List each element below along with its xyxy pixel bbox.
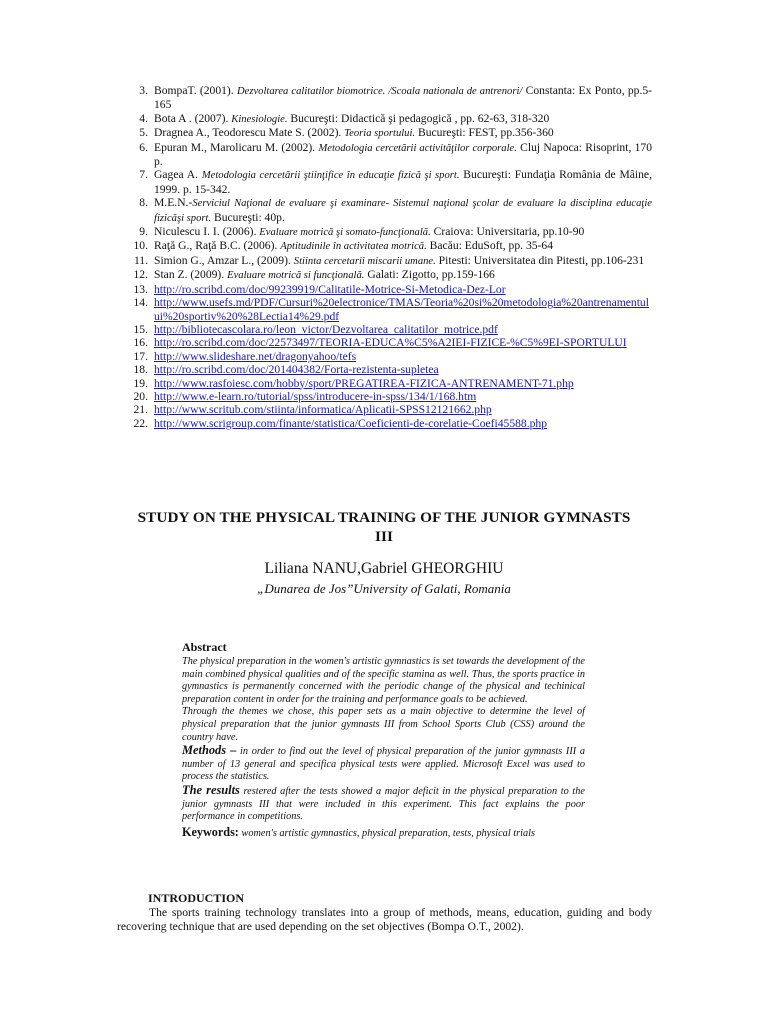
abstract-paragraph-1: The physical preparation in the women's artistic gymnastics is set towards the development of the main combined physical qualities and of the specific stamina as well. Thus, the sports practice in gymnastics is permanently concerned with the periodic change of the physical and techinical preparation content in order for the training and performance goals to be achieved.	[182, 656, 585, 705]
reference-text: Craiova: Universitaria, pp.10-90	[430, 225, 585, 239]
abstract-methods	[182, 744, 585, 784]
reference-url-link[interactable]: http://www.scritub.com/stiinta/informatica/Aplicatii-SPSS12121662.php	[154, 403, 492, 417]
reference-url-link[interactable]: http://ro.scribd.com/doc/22573497/TEORIA-EDUCA%C5%A2IEI-FIZICE-%C5%9EI-SPORTULUI	[154, 336, 627, 350]
reference-number: 18.	[133, 363, 148, 377]
abstract-section	[182, 640, 585, 841]
reference-number: 3.	[139, 84, 148, 97]
reference-text: Pitesti: Universitatea din Pitesti, pp.106-231	[435, 253, 645, 267]
authors: Liliana NANU,Gabriel GHEORGHIU	[264, 560, 504, 577]
reference-title: Aptitudinile în activitatea motrică.	[280, 241, 427, 253]
reference-list	[118, 84, 652, 430]
reference-url-link[interactable]: http://bibliotecascolara.ro/leon_victor/Dezvoltarea_calitatilor_motrice.pdf	[154, 322, 498, 336]
reference-number: 21.	[133, 403, 148, 417]
reference-url-link[interactable]: http://ro.scribd.com/doc/99239919/Calitatile-Motrice-Si-Metodica-Dez-Lor	[154, 282, 506, 296]
reference-text: Bucureşti: Didactică şi pedagogică , pp. 62-63, 318-320	[287, 111, 550, 125]
keywords-label: Keywords:	[182, 824, 239, 839]
reference-item	[118, 225, 652, 239]
reference-url-link[interactable]: http://www.scrigroup.com/finante/statistica/Coeficienti-de-corelatie-Coefi45588.php	[154, 416, 547, 430]
reference-text: Bota A . (2007).	[154, 111, 232, 125]
introduction-heading: INTRODUCTION	[148, 891, 245, 905]
reference-item	[118, 196, 652, 225]
reference-url-link[interactable]: http://www.rasfoiesc.com/hobby/sport/PREGATIREA-FIZICA-ANTRENAMENT-71.php	[154, 376, 574, 390]
methods-text: in order to find out the level of physical preparation of the junior gymnasts III a number of 13 general and specifica physical tests were applied. Microsoft Excel was used to process the statistics.	[182, 746, 585, 783]
reference-item	[118, 141, 652, 169]
affiliation: „Dunarea de Jos”University of Galati, Romania	[257, 581, 511, 596]
reference-number: 9.	[139, 225, 148, 239]
reference-item	[118, 168, 652, 196]
reference-number: 5.	[139, 126, 148, 140]
reference-title: Serviciul Naţional de evaluare şi examinare- Sistemul naţional şcolar de evaluare la disciplina educaţie fizicăşi sport.	[154, 198, 652, 224]
reference-link-item	[118, 296, 652, 323]
reference-link-item	[118, 323, 652, 336]
reference-title: Kinesiologie.	[231, 113, 288, 125]
keywords-text: women's artistic gymnastics, physical preparation, tests, physical trials	[238, 827, 536, 839]
reference-text: Niculescu I. I. (2006).	[154, 225, 260, 239]
reference-item	[118, 254, 652, 268]
reference-item	[118, 84, 652, 112]
abstract-results	[182, 784, 585, 824]
reference-item	[118, 268, 652, 282]
reference-number: 4.	[139, 111, 148, 125]
reference-title: Teoria sportului.	[344, 128, 416, 140]
results-text: restered after the tests showed a major deficit in the physical preparation to the junior gymnasts III that were included in this experiment. This fact explains the poor performance in competitions.	[182, 785, 585, 823]
reference-title: Metodologia cercetării ştiinţifice în educaţie fizică şi sport.	[201, 170, 460, 182]
abstract-paragraph-2: Through the themes we chose, this paper sets as a main objective to determine the level of physical preparation that the junior gymnasts III from School Sports Club (CSS) around the country have.	[182, 706, 585, 743]
introduction-paragraph: The sports training technology translates into a group of methods, means, education, guiding and body recovering technique that are used depending on the set objectives (Bompa O.T., 2002).	[117, 906, 652, 934]
reference-item	[118, 239, 652, 253]
reference-text: M.E.N.-	[154, 196, 193, 210]
reference-title: Evaluare motrică si funcţională.	[227, 270, 365, 282]
title-line-2: III	[374, 528, 394, 545]
reference-title: Evaluare motrică şi somato-funcţională.	[259, 227, 431, 239]
reference-text: Constanta: Ex Ponto, pp.5-165	[154, 84, 653, 112]
methods-label: Methods –	[182, 743, 237, 758]
reference-number: 15.	[133, 322, 148, 336]
reference-text: Epuran M., Marolicaru M. (2002).	[154, 140, 319, 154]
reference-number: 8.	[139, 196, 148, 210]
reference-url-link[interactable]: http://www.e-learn.ro/tutorial/spss/introducere-in-spss/134/1/168.htm	[154, 389, 477, 403]
reference-number: 22.	[133, 416, 148, 430]
reference-link-item	[118, 350, 652, 363]
reference-text: Bucureşti: FEST, pp.356-360	[415, 126, 554, 140]
reference-text: Dragnea A., Teodorescu Mate S. (2002).	[154, 126, 345, 140]
reference-link-item	[118, 403, 652, 416]
reference-title: Stiinta cercetarii miscarii umane.	[293, 255, 436, 267]
reference-number: 6.	[139, 140, 148, 154]
abstract-keywords	[182, 825, 585, 841]
reference-link-item	[118, 283, 652, 296]
reference-link-item	[118, 417, 652, 430]
reference-link-item	[118, 363, 652, 376]
reference-text: Cluj Napoca: Risoprint, 170 p.	[154, 140, 653, 169]
reference-text: Galati: Zigotto, pp.159-166	[364, 268, 495, 282]
reference-number: 10.	[133, 239, 148, 253]
reference-link-item	[118, 390, 652, 403]
reference-title: Dezvoltarea calitatilor biomotrice. /Scoala nationala de antrenori/	[236, 86, 523, 97]
reference-number: 13.	[133, 282, 148, 296]
reference-number: 16.	[133, 336, 148, 350]
reference-item	[118, 126, 652, 140]
reference-text: Bacău: EduSoft, pp. 35-64	[426, 239, 553, 253]
reference-number: 19.	[133, 376, 148, 390]
reference-number: 14.	[133, 296, 148, 310]
reference-link-item	[118, 377, 652, 390]
reference-number: 17.	[133, 349, 148, 363]
abstract-heading: Abstract	[182, 640, 227, 654]
reference-item	[118, 112, 652, 126]
reference-text: BompaT. (2001).	[154, 84, 237, 97]
reference-number: 20.	[133, 389, 148, 403]
reference-number: 11.	[133, 253, 148, 267]
title-line-1: STUDY ON THE PHYSICAL TRAINING OF THE JUNIOR GYMNASTS	[137, 509, 631, 526]
reference-text: Raţă G., Raţă B.C. (2006).	[154, 239, 281, 253]
reference-url-link[interactable]: http://www.usefs.md/PDF/Cursuri%20electronice/TMAS/Teoria%20si%20metodologia%20antrenamentului%20sportiv%20%28Lectia14%29.pdf	[154, 296, 649, 323]
reference-url-link[interactable]: http://www.slideshare.net/dragonyahoo/tefs	[154, 349, 357, 363]
reference-text: Bucureşti: Fundaţia România de Mâine, 1999. p. 15-342.	[154, 168, 652, 196]
results-label: The results	[182, 782, 240, 797]
reference-number: 12.	[133, 268, 148, 282]
reference-title: Metodologia cercetării activităţilor corporale.	[318, 142, 517, 154]
reference-link-item	[118, 336, 652, 349]
reference-text: Simion G., Amzar L., (2009).	[154, 253, 294, 267]
reference-text: Stan Z. (2009).	[154, 268, 228, 282]
reference-number: 7.	[139, 168, 148, 182]
reference-text: Gagea A.	[154, 168, 202, 182]
reference-text: Bucureşti: 40p.	[211, 210, 285, 224]
reference-url-link[interactable]: http://ro.scribd.com/doc/201404382/Forta-rezistenta-supletea	[154, 363, 439, 377]
paper-title	[110, 508, 658, 546]
